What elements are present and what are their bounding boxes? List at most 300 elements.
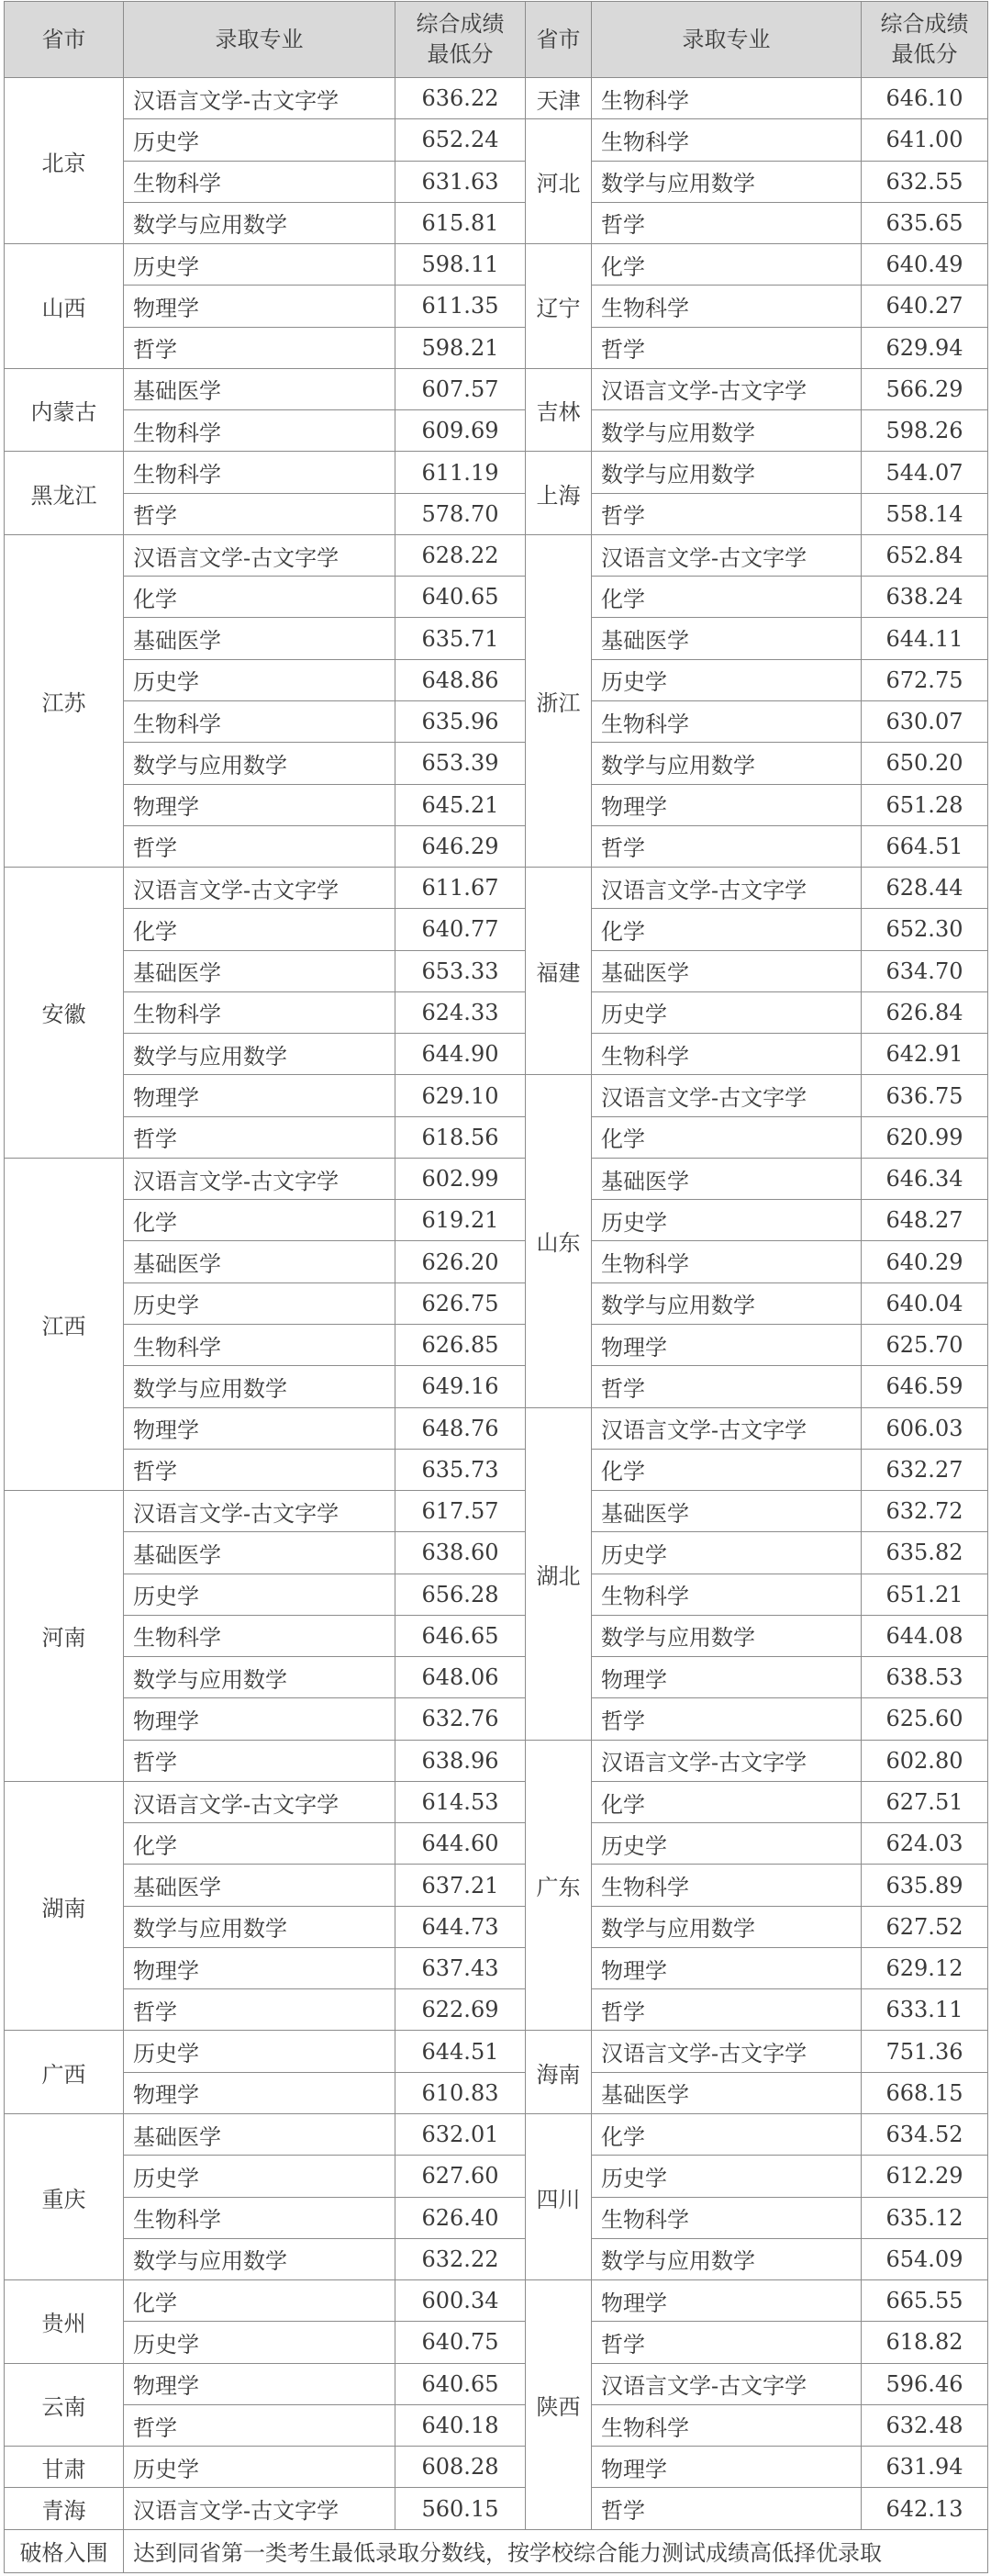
score-cell: 649.16 — [395, 1366, 526, 1407]
province-cell: 河南 — [5, 1491, 124, 1782]
major-cell: 数学与应用数学 — [124, 1657, 395, 1698]
score-cell: 611.35 — [395, 286, 526, 327]
score-cell: 625.70 — [862, 1324, 988, 1365]
major-cell: 基础医学 — [124, 368, 395, 409]
major-cell: 基础医学 — [124, 1241, 395, 1282]
province-cell: 辽宁 — [526, 244, 592, 369]
score-cell: 651.28 — [862, 784, 988, 825]
major-cell: 历史学 — [592, 1823, 862, 1865]
major-cell: 数学与应用数学 — [124, 1366, 395, 1407]
score-cell: 615.81 — [395, 202, 526, 243]
major-cell: 汉语言文学-古文字学 — [592, 2031, 862, 2072]
major-cell: 历史学 — [124, 2447, 395, 2488]
score-cell: 635.12 — [862, 2197, 988, 2238]
table-row — [5, 119, 988, 161]
province-cell: 黑龙江 — [5, 452, 124, 535]
major-cell: 基础医学 — [592, 1158, 862, 1199]
score-cell: 638.96 — [395, 1740, 526, 1781]
major-cell: 化学 — [592, 577, 862, 618]
score-cell: 635.73 — [395, 1449, 526, 1490]
major-cell: 哲学 — [592, 2488, 862, 2529]
table-row — [5, 2404, 988, 2446]
score-cell: 640.04 — [862, 1282, 988, 1324]
major-cell: 物理学 — [124, 1698, 395, 1740]
admission-scores-table — [4, 1, 988, 2573]
score-cell: 646.34 — [862, 1158, 988, 1199]
score-cell: 632.55 — [862, 161, 988, 202]
major-cell: 数学与应用数学 — [124, 202, 395, 243]
score-cell: 651.21 — [862, 1574, 988, 1615]
score-cell: 610.83 — [395, 2072, 526, 2113]
score-cell: 644.08 — [862, 1615, 988, 1656]
score-cell: 652.30 — [862, 909, 988, 950]
province-cell: 吉林 — [526, 368, 592, 452]
major-cell: 基础医学 — [124, 2114, 395, 2156]
major-cell: 化学 — [592, 909, 862, 950]
major-cell: 生物科学 — [592, 1574, 862, 1615]
province-cell: 山东 — [526, 1075, 592, 1407]
major-cell: 物理学 — [592, 784, 862, 825]
major-cell: 历史学 — [124, 244, 395, 286]
major-cell: 历史学 — [592, 2156, 862, 2197]
table-row — [5, 1200, 988, 1241]
province-cell: 贵州 — [5, 2280, 124, 2364]
score-cell: 654.09 — [862, 2238, 988, 2279]
score-cell: 560.15 — [395, 2488, 526, 2529]
table-row — [5, 202, 988, 243]
major-cell: 基础医学 — [124, 950, 395, 991]
major-cell: 物理学 — [592, 1657, 862, 1698]
score-cell: 636.75 — [862, 1075, 988, 1116]
table-row — [5, 909, 988, 950]
major-cell: 历史学 — [124, 2031, 395, 2072]
table-row — [5, 1698, 988, 1740]
table-row — [5, 327, 988, 368]
province-cell: 福建 — [526, 868, 592, 1075]
major-cell: 汉语言文学-古文字学 — [124, 78, 395, 119]
major-cell: 哲学 — [124, 1116, 395, 1158]
score-cell: 640.29 — [862, 1241, 988, 1282]
major-cell: 化学 — [124, 2280, 395, 2322]
score-cell: 607.57 — [395, 368, 526, 409]
province-cell: 北京 — [5, 78, 124, 244]
province-cell: 湖南 — [5, 1781, 124, 2031]
score-cell: 620.99 — [862, 1116, 988, 1158]
score-cell: 622.69 — [395, 1989, 526, 2031]
table-row — [5, 1865, 988, 1906]
score-cell: 596.46 — [862, 2363, 988, 2404]
major-cell: 生物科学 — [124, 410, 395, 452]
table-row — [5, 2238, 988, 2279]
major-cell: 汉语言文学-古文字学 — [592, 1740, 862, 1781]
score-cell: 628.44 — [862, 868, 988, 909]
table-row — [5, 452, 988, 493]
score-cell: 632.72 — [862, 1491, 988, 1532]
major-cell: 物理学 — [124, 286, 395, 327]
header-score-right: 综合成绩 最低分 — [862, 2, 988, 78]
score-cell: 609.69 — [395, 410, 526, 452]
major-cell: 基础医学 — [124, 1865, 395, 1906]
score-cell: 646.65 — [395, 1615, 526, 1656]
score-cell: 632.22 — [395, 2238, 526, 2279]
major-cell: 化学 — [592, 244, 862, 286]
major-cell: 生物科学 — [592, 286, 862, 327]
score-cell: 627.60 — [395, 2156, 526, 2197]
score-cell: 665.55 — [862, 2280, 988, 2322]
score-cell: 653.39 — [395, 743, 526, 784]
score-cell: 642.13 — [862, 2488, 988, 2529]
score-cell: 644.60 — [395, 1823, 526, 1865]
score-cell: 644.11 — [862, 618, 988, 659]
major-cell: 化学 — [592, 1781, 862, 1822]
score-cell: 611.67 — [395, 868, 526, 909]
major-cell: 历史学 — [592, 991, 862, 1033]
score-cell: 640.18 — [395, 2404, 526, 2446]
major-cell: 汉语言文学-古文字学 — [124, 2488, 395, 2529]
province-cell: 湖北 — [526, 1407, 592, 1740]
major-cell: 生物科学 — [592, 2197, 862, 2238]
score-cell: 638.53 — [862, 1657, 988, 1698]
table-row — [5, 1906, 988, 1947]
province-cell: 甘肃 — [5, 2447, 124, 2488]
province-cell: 四川 — [526, 2114, 592, 2280]
major-cell: 生物科学 — [592, 2404, 862, 2446]
major-cell: 数学与应用数学 — [124, 743, 395, 784]
major-cell: 生物科学 — [124, 991, 395, 1033]
score-cell: 558.14 — [862, 493, 988, 534]
table-row — [5, 1407, 988, 1449]
table-row — [5, 950, 988, 991]
province-cell: 河北 — [526, 119, 592, 244]
score-cell: 645.21 — [395, 784, 526, 825]
major-cell: 数学与应用数学 — [592, 1282, 862, 1324]
header-province-left: 省市 — [5, 2, 124, 78]
major-cell: 化学 — [592, 1116, 862, 1158]
major-cell: 生物科学 — [592, 1241, 862, 1282]
major-cell: 物理学 — [124, 1407, 395, 1449]
province-cell: 云南 — [5, 2363, 124, 2447]
score-cell: 618.82 — [862, 2322, 988, 2363]
major-cell: 生物科学 — [592, 700, 862, 742]
major-cell: 化学 — [592, 1449, 862, 1490]
score-cell: 644.51 — [395, 2031, 526, 2072]
score-cell: 644.90 — [395, 1034, 526, 1075]
table-row — [5, 1491, 988, 1532]
score-cell: 602.80 — [862, 1740, 988, 1781]
score-cell: 624.33 — [395, 991, 526, 1033]
province-cell: 上海 — [526, 452, 592, 535]
major-cell: 基础医学 — [124, 1532, 395, 1574]
score-cell: 656.28 — [395, 1574, 526, 1615]
major-cell: 历史学 — [124, 659, 395, 700]
major-cell: 生物科学 — [592, 78, 862, 119]
table-row — [5, 825, 988, 867]
score-cell: 627.52 — [862, 1906, 988, 1947]
major-cell: 物理学 — [124, 784, 395, 825]
province-cell: 内蒙古 — [5, 368, 124, 452]
header-province-right: 省市 — [526, 2, 592, 78]
score-cell: 646.59 — [862, 1366, 988, 1407]
province-cell: 安徽 — [5, 868, 124, 1159]
major-cell: 历史学 — [124, 1282, 395, 1324]
major-cell: 数学与应用数学 — [592, 1906, 862, 1947]
major-cell: 汉语言文学-古文字学 — [124, 1158, 395, 1199]
table-row — [5, 1241, 988, 1282]
major-cell: 物理学 — [592, 2280, 862, 2322]
province-cell: 浙江 — [526, 534, 592, 867]
score-cell: 617.57 — [395, 1491, 526, 1532]
score-cell: 612.29 — [862, 2156, 988, 2197]
province-cell: 青海 — [5, 2488, 124, 2529]
major-cell: 哲学 — [592, 327, 862, 368]
major-cell: 数学与应用数学 — [124, 2238, 395, 2279]
major-cell: 历史学 — [592, 659, 862, 700]
major-cell: 汉语言文学-古文字学 — [592, 1075, 862, 1116]
score-cell: 642.91 — [862, 1034, 988, 1075]
table-row — [5, 2072, 988, 2113]
major-cell: 化学 — [124, 1823, 395, 1865]
score-cell: 646.29 — [395, 825, 526, 867]
score-cell: 636.22 — [395, 78, 526, 119]
major-cell: 物理学 — [592, 2447, 862, 2488]
major-cell: 生物科学 — [592, 1865, 862, 1906]
major-cell: 汉语言文学-古文字学 — [592, 1407, 862, 1449]
table-row — [5, 700, 988, 742]
major-cell: 哲学 — [124, 493, 395, 534]
major-cell: 哲学 — [124, 1989, 395, 2031]
score-cell: 578.70 — [395, 493, 526, 534]
table-row — [5, 1324, 988, 1365]
major-cell: 汉语言文学-古文字学 — [592, 534, 862, 576]
major-cell: 物理学 — [124, 1947, 395, 1988]
score-cell: 626.40 — [395, 2197, 526, 2238]
score-cell: 640.75 — [395, 2322, 526, 2363]
major-cell: 历史学 — [592, 1532, 862, 1574]
major-cell: 哲学 — [592, 1698, 862, 1740]
major-cell: 物理学 — [124, 2363, 395, 2404]
table-row — [5, 1034, 988, 1075]
table-row — [5, 2322, 988, 2363]
major-cell: 化学 — [592, 2114, 862, 2156]
table-row — [5, 244, 988, 286]
score-cell: 608.28 — [395, 2447, 526, 2488]
score-cell: 641.00 — [862, 119, 988, 161]
major-cell: 哲学 — [592, 825, 862, 867]
major-cell: 基础医学 — [592, 618, 862, 659]
major-cell: 历史学 — [592, 1200, 862, 1241]
table-row — [5, 1781, 988, 1822]
footer-row — [5, 2529, 988, 2572]
major-cell: 哲学 — [124, 327, 395, 368]
score-cell: 631.63 — [395, 161, 526, 202]
score-cell: 626.84 — [862, 991, 988, 1033]
table-row — [5, 1574, 988, 1615]
major-cell: 汉语言文学-古文字学 — [592, 368, 862, 409]
table-row — [5, 1740, 988, 1781]
table-row — [5, 1532, 988, 1574]
score-cell: 648.06 — [395, 1657, 526, 1698]
score-cell: 627.51 — [862, 1781, 988, 1822]
major-cell: 数学与应用数学 — [124, 1906, 395, 1947]
score-cell: 626.75 — [395, 1282, 526, 1324]
table-row — [5, 1116, 988, 1158]
score-cell: 634.52 — [862, 2114, 988, 2156]
major-cell: 生物科学 — [124, 161, 395, 202]
table-row — [5, 78, 988, 119]
score-cell: 635.71 — [395, 618, 526, 659]
major-cell: 数学与应用数学 — [592, 1615, 862, 1656]
header-row — [5, 2, 988, 78]
major-cell: 基础医学 — [592, 950, 862, 991]
table-row — [5, 1158, 988, 1199]
table-row — [5, 1075, 988, 1116]
score-cell: 629.12 — [862, 1947, 988, 1988]
score-cell: 598.11 — [395, 244, 526, 286]
major-cell: 数学与应用数学 — [592, 2238, 862, 2279]
major-cell: 数学与应用数学 — [592, 452, 862, 493]
major-cell: 生物科学 — [124, 452, 395, 493]
major-cell: 哲学 — [592, 1989, 862, 2031]
table-row — [5, 2156, 988, 2197]
score-cell: 632.01 — [395, 2114, 526, 2156]
major-cell: 化学 — [124, 577, 395, 618]
score-cell: 611.19 — [395, 452, 526, 493]
table-row — [5, 1366, 988, 1407]
table-row — [5, 2031, 988, 2072]
table-row — [5, 868, 988, 909]
table-row — [5, 2197, 988, 2238]
major-cell: 数学与应用数学 — [592, 161, 862, 202]
score-cell: 632.27 — [862, 1449, 988, 1490]
score-cell: 650.20 — [862, 743, 988, 784]
score-cell: 619.21 — [395, 1200, 526, 1241]
table-row — [5, 618, 988, 659]
table-row — [5, 659, 988, 700]
table-row — [5, 161, 988, 202]
score-cell: 664.51 — [862, 825, 988, 867]
major-cell: 物理学 — [592, 1947, 862, 1988]
major-cell: 汉语言文学-古文字学 — [124, 1491, 395, 1532]
major-cell: 物理学 — [124, 1075, 395, 1116]
major-cell: 哲学 — [124, 2404, 395, 2446]
table-row — [5, 1657, 988, 1698]
major-cell: 哲学 — [592, 1366, 862, 1407]
score-cell: 632.76 — [395, 1698, 526, 1740]
score-cell: 629.94 — [862, 327, 988, 368]
major-cell: 生物科学 — [124, 2197, 395, 2238]
score-cell: 602.99 — [395, 1158, 526, 1199]
table-row — [5, 493, 988, 534]
score-cell: 751.36 — [862, 2031, 988, 2072]
score-cell: 566.29 — [862, 368, 988, 409]
score-cell: 614.53 — [395, 1781, 526, 1822]
province-cell: 江苏 — [5, 534, 124, 867]
major-cell: 数学与应用数学 — [592, 743, 862, 784]
score-cell: 598.26 — [862, 410, 988, 452]
score-cell: 648.27 — [862, 1200, 988, 1241]
header-major-right: 录取专业 — [592, 2, 862, 78]
score-cell: 629.10 — [395, 1075, 526, 1116]
major-cell: 哲学 — [592, 493, 862, 534]
major-cell: 历史学 — [124, 1574, 395, 1615]
major-cell: 哲学 — [592, 202, 862, 243]
score-cell: 640.27 — [862, 286, 988, 327]
score-cell: 606.03 — [862, 1407, 988, 1449]
major-cell: 汉语言文学-古文字学 — [124, 534, 395, 576]
province-cell: 重庆 — [5, 2114, 124, 2280]
score-cell: 634.70 — [862, 950, 988, 991]
score-cell: 626.85 — [395, 1324, 526, 1365]
footer-text: 达到同省第一类考生最低录取分数线，按学校综合能力测试成绩高低择优录取 — [124, 2529, 988, 2572]
score-cell: 672.75 — [862, 659, 988, 700]
score-cell: 640.65 — [395, 2363, 526, 2404]
score-cell: 635.96 — [395, 700, 526, 742]
score-cell: 638.60 — [395, 1532, 526, 1574]
table-row — [5, 2363, 988, 2404]
score-cell: 652.24 — [395, 119, 526, 161]
province-cell: 陕西 — [526, 2280, 592, 2530]
score-cell: 630.07 — [862, 700, 988, 742]
table-row — [5, 368, 988, 409]
score-cell: 640.77 — [395, 909, 526, 950]
score-cell: 628.22 — [395, 534, 526, 576]
table-row — [5, 1947, 988, 1988]
major-cell: 数学与应用数学 — [124, 1034, 395, 1075]
major-cell: 化学 — [124, 1200, 395, 1241]
score-cell: 652.84 — [862, 534, 988, 576]
table-row — [5, 743, 988, 784]
major-cell: 基础医学 — [124, 618, 395, 659]
major-cell: 物理学 — [124, 2072, 395, 2113]
score-cell: 635.82 — [862, 1532, 988, 1574]
province-cell: 广东 — [526, 1740, 592, 2031]
province-cell: 天津 — [526, 78, 592, 119]
major-cell: 生物科学 — [592, 119, 862, 161]
score-cell: 544.07 — [862, 452, 988, 493]
major-cell: 生物科学 — [124, 700, 395, 742]
score-cell: 637.21 — [395, 1865, 526, 1906]
table-row — [5, 1615, 988, 1656]
score-cell: 640.49 — [862, 244, 988, 286]
footer-label: 破格入围 — [5, 2529, 124, 2572]
table-row — [5, 2447, 988, 2488]
table-row — [5, 410, 988, 452]
score-cell: 644.73 — [395, 1906, 526, 1947]
score-cell: 598.21 — [395, 327, 526, 368]
score-cell: 625.60 — [862, 1698, 988, 1740]
score-cell: 624.03 — [862, 1823, 988, 1865]
major-cell: 历史学 — [124, 119, 395, 161]
table-row — [5, 784, 988, 825]
major-cell: 汉语言文学-古文字学 — [592, 868, 862, 909]
score-cell: 600.34 — [395, 2280, 526, 2322]
table-row — [5, 1989, 988, 2031]
major-cell: 生物科学 — [592, 1034, 862, 1075]
score-cell: 637.43 — [395, 1947, 526, 1988]
table-row — [5, 991, 988, 1033]
table-row — [5, 286, 988, 327]
major-cell: 汉语言文学-古文字学 — [592, 2363, 862, 2404]
score-cell: 638.24 — [862, 577, 988, 618]
score-cell: 632.48 — [862, 2404, 988, 2446]
score-cell: 626.20 — [395, 1241, 526, 1282]
province-cell: 山西 — [5, 244, 124, 369]
score-cell: 635.89 — [862, 1865, 988, 1906]
major-cell: 历史学 — [124, 2322, 395, 2363]
major-cell: 汉语言文学-古文字学 — [124, 1781, 395, 1822]
score-cell: 618.56 — [395, 1116, 526, 1158]
score-cell: 653.33 — [395, 950, 526, 991]
